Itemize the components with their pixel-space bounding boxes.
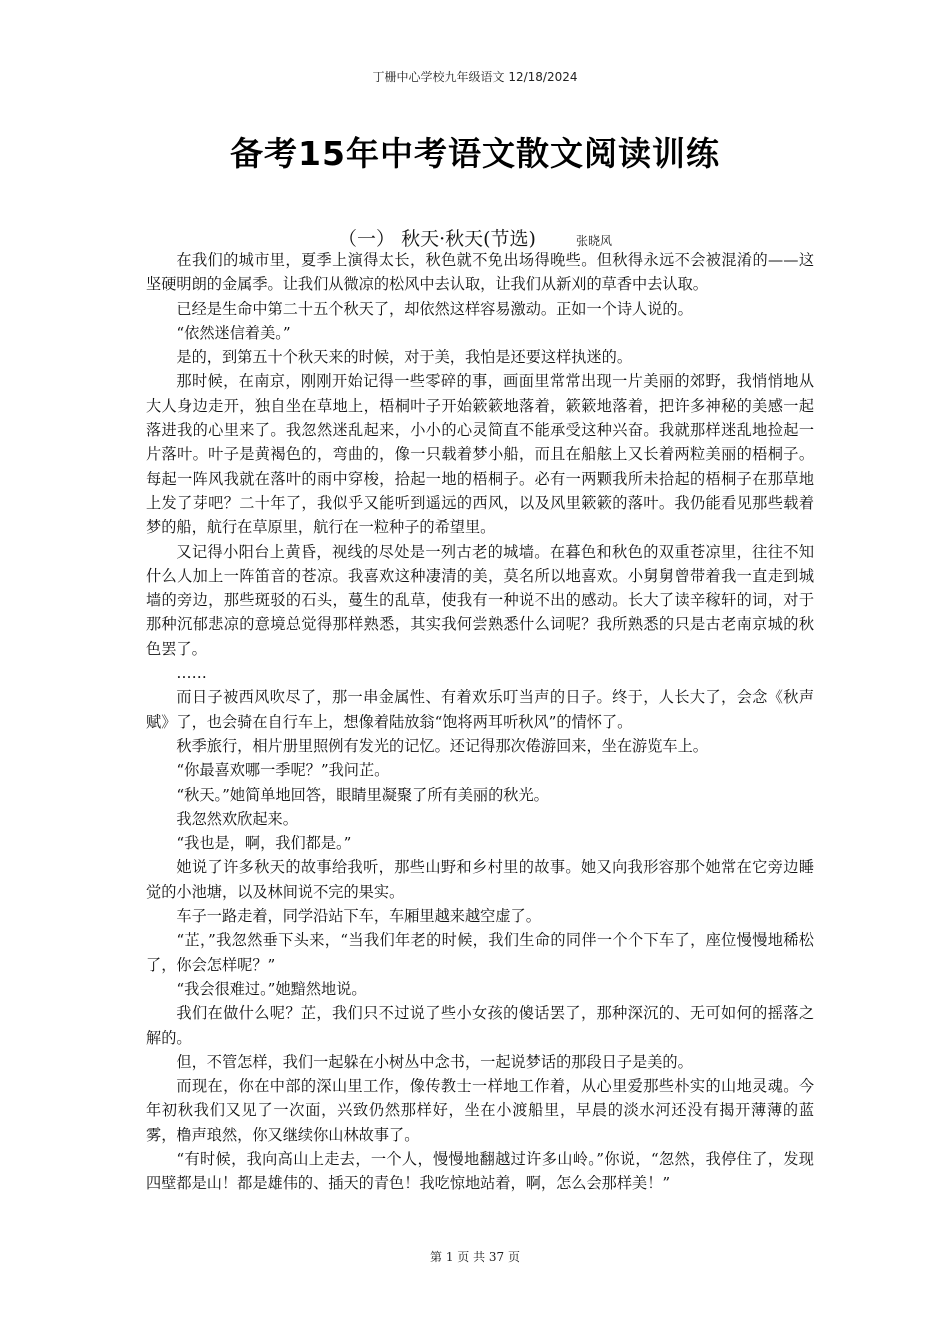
paragraph: 我忽然欢欣起来。: [176, 809, 298, 828]
document-title: 备考15年中考语文散文阅读训练: [230, 134, 720, 173]
paragraph: 但，不管怎样，我们一起躲在小树丛中念书，一起说梦话的那段日子是美的。: [176, 1052, 693, 1071]
paragraph: 在我们的城市里，夏季上演得太长，秋色就不免出场得晚些。但秋得永远不会被混淆的——这坚硬明朗的金属季。让我们从微凉的松风中去认取，让我们从新刈的草香中去认取。: [146, 251, 814, 294]
page-footer: 第 1 页 共 37 页: [430, 1250, 520, 1264]
paragraph: “依然迷信着美。”: [176, 323, 291, 342]
paragraph: “我也是，啊，我们都是。”: [176, 834, 352, 853]
paragraph: “秋天。”她简单地回答，眼睛里凝聚了所有美丽的秋光。: [176, 785, 549, 804]
paragraph: 秋季旅行，相片册里照例有发光的记忆。还记得那次倦游回来，坐在游览车上。: [176, 736, 708, 755]
paragraph: 而日子被西风吹尽了，那一串金属性、有着欢乐叮当声的日子。终于，人长大了，会念《秋声赋》了，也会骑在自行车上，想像着陆放翁“饱将两耳听秋风”的情怀了。: [146, 688, 814, 731]
paragraph: 而现在，你在中部的深山里工作，像传教士一样地工作着，从心里爱那些朴实的山地灵魂。今年初秋我们又见了一次面，兴致仍然那样好，坐在小渡船里，早晨的淡水河还没有揭开薄薄的蓝雾，橹声琅然，你又继续你山林故事了。: [146, 1077, 814, 1144]
section-author: 张晓风: [575, 234, 612, 248]
paragraph: 是的，到第五十个秋天来的时候，对于美，我怕是还要这样执迷的。: [176, 348, 633, 367]
paragraph: 我们在做什么呢？芷，我们只不过说了些小女孩的傻话罢了，那种深沉的、无可如何的摇落之解的。: [146, 1004, 814, 1047]
paragraph: 那时候，在南京，刚刚开始记得一些零碎的事，画面里常常出现一片美丽的郊野，我悄悄地从大人身边走开，独自坐在草地上，梧桐叶子开始簌簌地落着，簌簌地落着，把许多神秘的美感一起落进我的心里来了。我忽然迷乱起来，小小的心灵简直不能承受这种兴奋。我就那样迷乱地捡起一片落叶。叶子是黄褐色的，弯曲的，像一只载着梦小船，而且在船舷上又长着两粒美丽的梧桐子。每起一阵风我就在落叶的雨中穿梭，拾起一地的梧桐子。必有一两颗我所未拾起的梧桐子在那草地上发了芽吧？二十年了，我似乎又能听到遥远的西风，以及风里簌簌的落叶。我仍能看见那些载着梦的船，航行在草原里，航行在一粒种子的希望里。: [146, 372, 814, 537]
article-body: [146, 248, 814, 1196]
page-header: 丁栅中心学校九年级语文 12/18/2024: [372, 70, 578, 84]
section-heading-row: [0, 224, 950, 251]
paragraph: “芷，”我忽然垂下头来，“当我们年老的时候，我们生命的同伴一个个下车了，座位慢慢地稀松了，你会怎样呢？”: [146, 931, 814, 974]
paragraph: 又记得小阳台上黄昏，视线的尽处是一列古老的城墙。在暮色和秋色的双重苍凉里，往往不知什么人加上一阵笛音的苍凉。我喜欢这种凄清的美，莫名所以地喜欢。小舅舅曾带着我一直走到城墙的旁边，那些斑驳的石头，蔓生的乱草，使我有一种说不出的感动。长大了读辛稼轩的词，对于那种沉郁悲凉的意境总觉得那样熟悉，其实我何尝熟悉什么词呢？我所熟悉的只是古老南京城的秋色罢了。: [146, 542, 814, 658]
paragraph: “你最喜欢哪一季呢？”我问芷。: [176, 761, 390, 780]
paragraph: 车子一路走着，同学沿站下车，车厢里越来越空虚了。: [176, 907, 541, 926]
paragraph: 她说了许多秋天的故事给我听，那些山野和乡村里的故事。她又向我形容那个她常在它旁边睡觉的小池塘，以及林间说不完的果实。: [146, 858, 814, 901]
paragraph: “我会很难过。”她黯然地说。: [176, 979, 367, 998]
section-title: （一） 秋天·秋天(节选): [338, 228, 536, 250]
paragraph-ellipsis: ……: [176, 664, 207, 683]
paragraph: “有时候，我向高山上走去，一个人，慢慢地翻越过许多山岭。”你说，“忽然，我停住了，发现四壁都是山！都是雄伟的、插天的青色！我吃惊地站着，啊，怎么会那样美！”: [146, 1149, 814, 1193]
paragraph: 已经是生命中第二十五个秋天了，却依然这样容易激动。正如一个诗人说的。: [176, 299, 693, 318]
